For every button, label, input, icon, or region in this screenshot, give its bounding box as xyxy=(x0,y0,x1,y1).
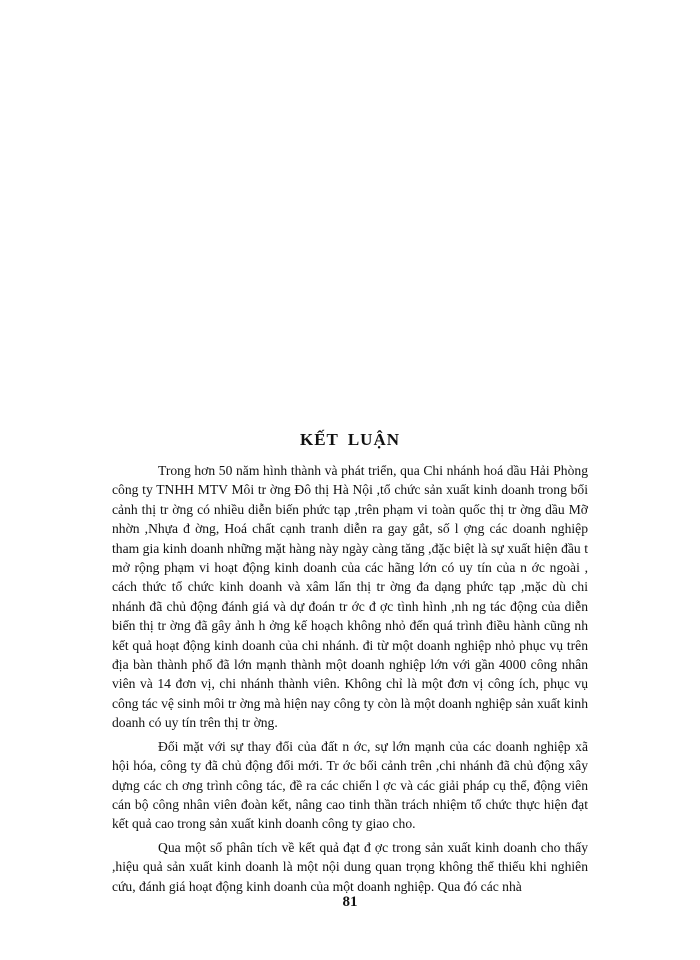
paragraph-3: Qua một số phân tích về kết quả đạt đ ợc trong sản xuất kinh doanh cho thấy ,hiệu quả sản xuất kinh doanh là một nội dung quan trọng không thể thiếu khi nghiên cứu, đánh giá hoạt động kinh doanh của một doanh nghiệp. Qua đó các nhà xyxy=(112,839,588,894)
page-number: 81 xyxy=(342,894,358,910)
paragraph-1: Trong hơn 50 năm hình thành và phát triển, qua Chi nhánh hoá dầu Hải Phòng công ty TNHH MTV Môi tr ờng Đô thị Hà Nội ,tổ chức sản xuất kinh doanh trong bối cảnh thị tr ờng có nhiều diễn biến phức tạp ,trên phạm vi toàn quốc thị tr ờng dầu Mỡ nhờn ,Nhựa đ ờng, Hoá chất cạnh tranh diễn ra gay gắt, số l ợng các doanh nghiệp tham gia kinh doanh những mặt hàng này ngày càng tăng ,đặc biệt là sự xuất hiện đầu t mở rộng phạm vi hoạt động kinh doanh của các hãng lớn có uy tín của n ớc ngoài , cách thức tổ chức kinh doanh và xâm lấn thị tr ờng đa dạng phức tạp ,mặc dù chi nhánh đã chủ động đánh giá và dự đoán tr ớc đ ợc tình hình ,nh ng tác động của diễn biến thị tr ờng đã gây ảnh h ởng kế hoạch không nhỏ đến quá trình điều hành cũng nh kết quả hoạt động kinh doanh của chi nhánh. đi từ một doanh nghiệp nhỏ phục vụ trên địa bàn thành phố đã lớn mạnh thành một doanh nghiệp lớn với gần 4000 công nhân viên và 14 đơn vị, chi nhánh thành viên. Không chỉ là một đơn vị công ích, phục vụ công tác vệ sinh môi tr ờng mà hiện nay công ty còn là một doanh nghiệp sản xuất kinh doanh có uy tín trên thị tr ờng. xyxy=(112,463,588,731)
body-text xyxy=(112,461,588,896)
paragraph-2: Đối mặt với sự thay đổi của đất n ớc, sự lớn mạnh của các doanh nghiệp xã hội hóa, công ty đã chủ động đổi mới. Tr ớc bối cảnh trên ,chi nhánh đã chủ động xây dựng các ch ơng trình công tác, đề ra các chiến l ợc và các giải pháp cụ thể, động viên cán bộ công nhân viên đoàn kết, nâng cao tinh thần trách nhiệm tổ chức thực hiện đạt kết quả cao trong sản xuất kinh doanh công ty giao cho. xyxy=(112,738,588,832)
section-heading: KẾT LUẬN xyxy=(299,430,400,449)
